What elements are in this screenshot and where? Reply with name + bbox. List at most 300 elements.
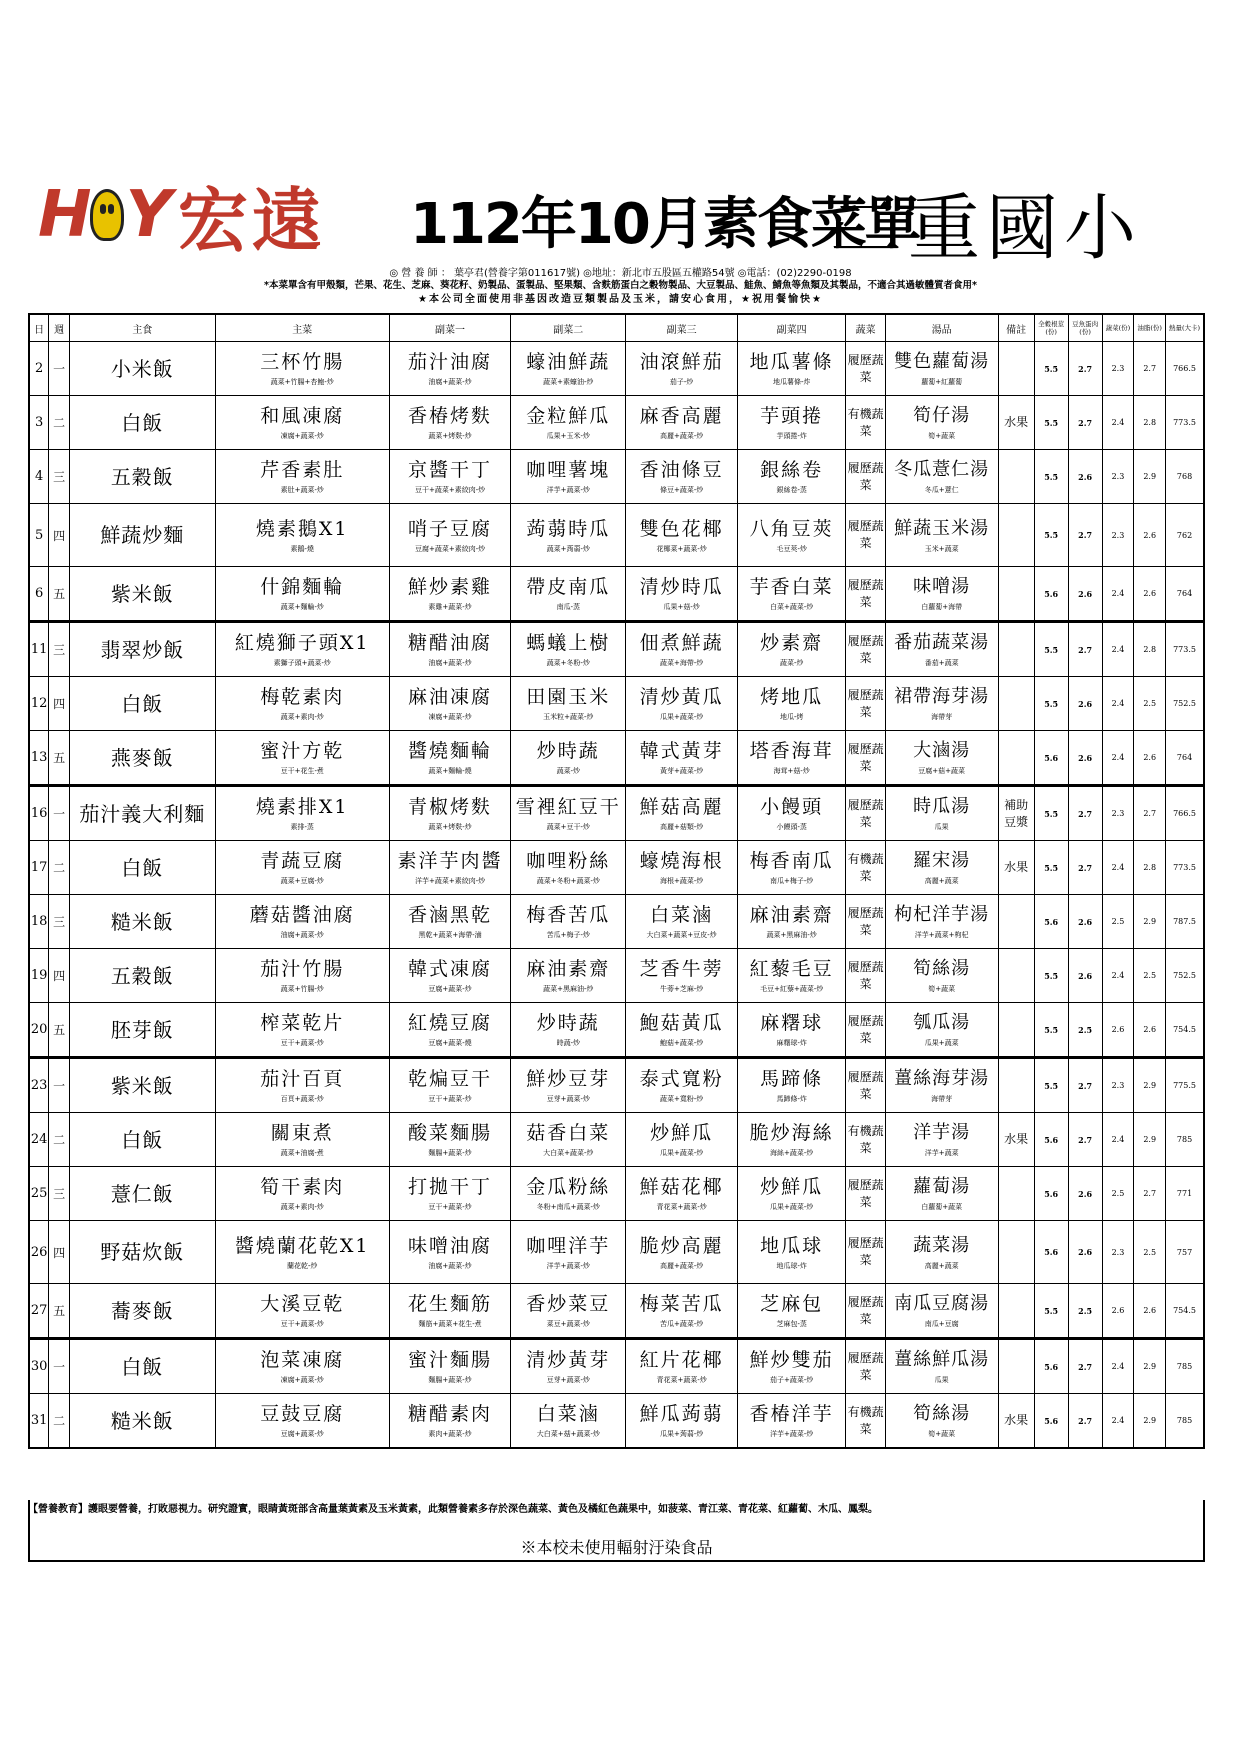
- oil-cell: [1134, 731, 1166, 786]
- vegetable-serving-cell: [1102, 731, 1134, 786]
- s1-dish-name: 鮮炒素雞: [408, 576, 493, 598]
- s2-dish-name: 咖哩薯塊: [526, 459, 611, 481]
- protein-cell: [1068, 841, 1102, 895]
- vegetable-serving-value: 2.4: [1111, 589, 1125, 598]
- s3-ingredients: 瓜果+蒟蒻-炒: [659, 1430, 704, 1438]
- weekday-cell: [49, 1167, 70, 1221]
- table-row: [29, 1003, 1204, 1058]
- s2-ingredients: 苦瓜+梅子-炒: [546, 931, 590, 939]
- logo-letter-h: H: [38, 178, 88, 252]
- vegetable-serving-value: 2.4: [1111, 971, 1125, 980]
- vegetable-type: 履歷蔬菜: [847, 352, 884, 384]
- col-soup: 湯品: [885, 314, 998, 342]
- soup-cell: [885, 342, 998, 396]
- s3-dish-name: 雙色花椰: [639, 517, 724, 540]
- s2-dish-name: 梅香苦瓜: [526, 904, 611, 926]
- calories-cell: [1166, 450, 1204, 504]
- main-cell: [215, 622, 389, 677]
- main-dish-name: 青蔬豆腐: [260, 850, 345, 872]
- weekday-label: 四: [53, 969, 66, 983]
- s2-dish-name: 咖哩洋芋: [526, 1234, 611, 1257]
- soup-cell: [885, 1113, 998, 1167]
- main-ingredients: 豆干+蔬菜-炒: [280, 1320, 324, 1328]
- weekday-label: 二: [53, 416, 66, 430]
- staple-cell: [70, 450, 216, 504]
- grains-value: 5.6: [1044, 1415, 1059, 1426]
- s1-dish-name: 蜜汁麵腸: [408, 1349, 493, 1371]
- calories-value: 766.5: [1173, 364, 1196, 373]
- note-cell: [998, 731, 1034, 786]
- main-ingredients: 豆干+花生-煮: [280, 767, 324, 775]
- s1-dish-name: 韓式凍腐: [408, 958, 493, 980]
- soup-cell: [885, 622, 998, 677]
- day-number: 16: [30, 806, 48, 821]
- soup-ingredients: 海帶芽: [931, 1095, 953, 1103]
- calories-value: 752.5: [1173, 971, 1196, 980]
- s2-dish-name: 鮮炒豆芽: [526, 1068, 611, 1090]
- table-row: [29, 731, 1204, 786]
- main-cell: [215, 895, 389, 949]
- non-gmo-notice: ★本公司全面使用非基因改造豆類製品及玉米，請安心食用，★祝用餐愉快★: [418, 294, 823, 305]
- s4-ingredients: 芝麻包-蒸: [776, 1320, 807, 1328]
- s1-dish-name: 麻油凍腐: [408, 686, 493, 708]
- protein-cell: [1068, 949, 1102, 1003]
- veg-cell: [846, 841, 885, 895]
- vegetable-serving-value: 2.5: [1111, 917, 1125, 926]
- s1-cell: [389, 1284, 511, 1339]
- s3-dish-name: 鮮菇花椰: [639, 1176, 724, 1198]
- grains-value: 5.6: [1044, 1361, 1059, 1372]
- s1-cell: [389, 1003, 511, 1058]
- vegetable-serving-cell: [1102, 949, 1134, 1003]
- main-dish-name: 筍干素肉: [260, 1176, 345, 1198]
- s4-ingredients: 蔬菜-炒: [779, 659, 804, 667]
- veg-cell: [846, 504, 885, 567]
- s4-cell: [737, 731, 845, 786]
- calories-cell: [1166, 1339, 1204, 1394]
- weekday-cell: [49, 731, 70, 786]
- protein-cell: [1068, 622, 1102, 677]
- s1-dish-name: 茄汁油腐: [408, 351, 493, 373]
- grains-cell: [1034, 396, 1068, 450]
- s2-ingredients: 洋芋+蔬菜-炒: [546, 1261, 590, 1270]
- s3-cell: [626, 1284, 738, 1339]
- staple-name: 野菇炊飯: [100, 1240, 185, 1264]
- table-row: [29, 450, 1204, 504]
- main-cell: [215, 786, 389, 841]
- calories-cell: [1166, 841, 1204, 895]
- s3-ingredients: 蔬菜+海帶-炒: [659, 659, 704, 667]
- day-number: 31: [30, 1413, 48, 1428]
- main-ingredients: 百頁+蔬菜-炒: [280, 1095, 324, 1103]
- s3-cell: [626, 450, 738, 504]
- day-number: 18: [30, 914, 48, 929]
- table-row: [29, 1221, 1204, 1284]
- main-ingredients: 素獅子頭+蔬菜-炒: [273, 659, 331, 667]
- oil-value: 2.7: [1143, 1189, 1157, 1198]
- staple-cell: [70, 622, 216, 677]
- s4-cell: [737, 841, 845, 895]
- s1-cell: [389, 895, 511, 949]
- vegetable-type: 履歷蔬菜: [847, 460, 884, 492]
- oil-value: 2.8: [1143, 418, 1157, 427]
- day-cell: [29, 786, 49, 841]
- s1-cell: [389, 1221, 511, 1284]
- veg-cell: [846, 1003, 885, 1058]
- soup-name: 蔬菜湯: [913, 1234, 971, 1256]
- s4-cell: [737, 1284, 845, 1339]
- staple-name: 白飯: [121, 410, 164, 435]
- table-row: [29, 677, 1204, 731]
- col-day: 日: [29, 314, 49, 342]
- protein-value: 2.7: [1078, 862, 1093, 873]
- vegetable-serving-value: 2.3: [1111, 472, 1125, 481]
- day-cell: [29, 567, 49, 622]
- grains-value: 5.5: [1044, 1305, 1059, 1316]
- veg-cell: [846, 342, 885, 396]
- s1-cell: [389, 731, 511, 786]
- s4-dish-name: 麻糬球: [760, 1012, 824, 1034]
- soup-ingredients: 洋芋+蔬菜+枸杞: [914, 931, 969, 939]
- protein-value: 2.7: [1078, 1134, 1093, 1145]
- protein-value: 2.7: [1078, 644, 1093, 655]
- protein-value: 2.6: [1078, 588, 1093, 599]
- vegetable-serving-cell: [1102, 396, 1134, 450]
- staple-cell: [70, 342, 216, 396]
- veg-cell: [846, 622, 885, 677]
- s4-dish-name: 小饅頭: [760, 796, 824, 818]
- soup-ingredients: 白蘿蔔+海帶: [921, 603, 963, 611]
- note-text: 水果: [1004, 1132, 1029, 1146]
- grains-value: 5.6: [1044, 1188, 1059, 1199]
- vegetable-serving-cell: [1102, 677, 1134, 731]
- vegetable-type: 履歷蔬菜: [847, 1013, 884, 1045]
- grains-value: 5.5: [1044, 363, 1059, 374]
- col-side2: 副菜二: [511, 314, 626, 342]
- s4-ingredients: 銀絲卷-蒸: [776, 486, 807, 494]
- calories-cell: [1166, 895, 1204, 949]
- soup-name: 羅宋湯: [913, 850, 971, 871]
- vegetable-type: 履歷蔬菜: [847, 1177, 884, 1209]
- oil-cell: [1134, 1339, 1166, 1394]
- note-text: 水果: [1004, 415, 1029, 429]
- calories-value: 764: [1176, 589, 1193, 598]
- staple-name: 五穀飯: [110, 963, 174, 988]
- day-number: 4: [34, 469, 44, 484]
- main-dish-name: 醬燒蘭花乾X1: [234, 1234, 370, 1257]
- soup-name: 味噌湯: [913, 576, 971, 597]
- veg-cell: [846, 677, 885, 731]
- s1-ingredients: 豆干+蔬菜-炒: [428, 1203, 472, 1211]
- main-ingredients: 蘭花乾-炒: [287, 1261, 318, 1270]
- weekday-cell: [49, 450, 70, 504]
- logo-company-name: 宏遠: [177, 179, 326, 262]
- soup-cell: [885, 1003, 998, 1058]
- note-text: 補助豆漿: [1004, 797, 1029, 829]
- calories-cell: [1166, 1058, 1204, 1113]
- weekday-label: 二: [53, 861, 66, 875]
- day-number: 12: [30, 696, 48, 711]
- note-cell: [998, 1058, 1034, 1113]
- calories-cell: [1166, 731, 1204, 786]
- s1-cell: [389, 1167, 511, 1221]
- vegetable-type: 履歷蔬菜: [847, 1350, 884, 1382]
- main-dish-name: 和風凍腐: [260, 405, 345, 427]
- calories-cell: [1166, 342, 1204, 396]
- soup-name: 筍仔湯: [913, 405, 971, 426]
- s4-dish-name: 梅香南瓜: [749, 850, 834, 872]
- oil-value: 2.9: [1143, 917, 1157, 926]
- s3-cell: [626, 396, 738, 450]
- oil-value: 2.9: [1143, 1362, 1157, 1371]
- day-number: 23: [30, 1078, 48, 1093]
- s1-dish-name: 紅燒豆腐: [408, 1012, 493, 1034]
- vegetable-serving-cell: [1102, 622, 1134, 677]
- grains-value: 5.5: [1044, 1024, 1059, 1035]
- s4-dish-name: 塔香海茸: [749, 740, 834, 762]
- grains-cell: [1034, 895, 1068, 949]
- s3-cell: [626, 1058, 738, 1113]
- s3-cell: [626, 504, 738, 567]
- vegetable-serving-value: 2.4: [1111, 863, 1125, 872]
- soup-name: 筍絲湯: [913, 1403, 971, 1424]
- vegetable-serving-value: 2.3: [1111, 1081, 1125, 1090]
- s3-cell: [626, 677, 738, 731]
- s2-cell: [511, 731, 626, 786]
- col-veg: 蔬菜: [846, 314, 885, 342]
- table-row: [29, 622, 1204, 677]
- table-row: [29, 949, 1204, 1003]
- main-ingredients: 蔬菜+竹腸-炒: [280, 985, 324, 993]
- vegetable-serving-value: 2.4: [1111, 1416, 1125, 1425]
- company-logo: [38, 170, 326, 260]
- s2-dish-name: 香炒菜豆: [526, 1293, 611, 1315]
- oil-value: 2.9: [1143, 1081, 1157, 1090]
- s4-cell: [737, 1113, 845, 1167]
- s4-cell: [737, 396, 845, 450]
- s4-dish-name: 地瓜薯條: [749, 351, 834, 373]
- vegetable-serving-cell: [1102, 342, 1134, 396]
- main-cell: [215, 1284, 389, 1339]
- staple-name: 白飯: [121, 1127, 164, 1152]
- calories-cell: [1166, 396, 1204, 450]
- s3-dish-name: 泰式寬粉: [639, 1068, 724, 1090]
- main-cell: [215, 1339, 389, 1394]
- weekday-label: 一: [53, 1079, 66, 1093]
- s2-cell: [511, 786, 626, 841]
- oil-value: 2.7: [1143, 809, 1157, 818]
- soup-cell: [885, 1339, 998, 1394]
- vegetable-serving-cell: [1102, 450, 1134, 504]
- calories-cell: [1166, 1284, 1204, 1339]
- note-cell: [998, 622, 1034, 677]
- main-cell: [215, 1058, 389, 1113]
- weekday-label: 一: [53, 807, 66, 821]
- day-number: 26: [30, 1244, 48, 1260]
- s1-ingredients: 素雞+蔬菜-炒: [428, 603, 472, 611]
- main-cell: [215, 450, 389, 504]
- calories-value: 785: [1176, 1362, 1193, 1371]
- s3-ingredients: 青花菜+蔬菜-炒: [656, 1376, 707, 1384]
- oil-value: 2.6: [1143, 589, 1157, 598]
- protein-value: 2.6: [1078, 970, 1093, 981]
- main-dish-name: 茄汁百頁: [260, 1068, 345, 1090]
- s3-ingredients: 瓜果+菇-炒: [663, 603, 700, 611]
- main-cell: [215, 1394, 389, 1449]
- grains-cell: [1034, 1394, 1068, 1449]
- soup-ingredients: 蘿蔔+紅蘿蔔: [921, 378, 963, 386]
- grains-value: 5.6: [1044, 588, 1059, 599]
- s4-dish-name: 烤地瓜: [760, 686, 824, 708]
- s4-dish-name: 麻油素齋: [749, 904, 834, 926]
- day-number: 11: [30, 642, 48, 657]
- oil-value: 2.5: [1143, 971, 1157, 980]
- weekday-cell: [49, 396, 70, 450]
- s4-dish-name: 芝麻包: [760, 1293, 824, 1315]
- s1-dish-name: 醬燒麵輪: [408, 740, 493, 762]
- s4-cell: [737, 567, 845, 622]
- weekday-cell: [49, 1003, 70, 1058]
- soup-cell: [885, 504, 998, 567]
- veg-cell: [846, 786, 885, 841]
- staple-cell: [70, 841, 216, 895]
- vegetable-serving-value: 2.4: [1111, 753, 1125, 762]
- s1-ingredients: 豆腐+蔬菜+素絞肉-炒: [414, 544, 486, 553]
- s2-dish-name: 雪裡紅豆干: [515, 796, 621, 818]
- day-cell: [29, 1394, 49, 1449]
- table-row: [29, 786, 1204, 841]
- main-dish-name: 蘑菇醬油腐: [249, 904, 355, 926]
- s4-ingredients: 瓜果+蔬菜-炒: [770, 1203, 814, 1211]
- main-cell: [215, 1003, 389, 1058]
- soup-cell: [885, 949, 998, 1003]
- calories-value: 785: [1176, 1135, 1193, 1144]
- calories-value: 787.5: [1173, 917, 1196, 926]
- staple-cell: [70, 504, 216, 567]
- weekday-cell: [49, 677, 70, 731]
- s1-ingredients: 麵腸+蔬菜-炒: [428, 1376, 472, 1384]
- s3-dish-name: 白菜滷: [650, 904, 714, 926]
- s4-ingredients: 海茸+菇-炒: [773, 767, 810, 775]
- vegetable-type: 有機蔬菜: [847, 406, 884, 438]
- day-cell: [29, 1058, 49, 1113]
- weekday-cell: [49, 504, 70, 567]
- main-dish-name: 榨菜乾片: [260, 1012, 345, 1034]
- calories-cell: [1166, 1394, 1204, 1449]
- day-cell: [29, 504, 49, 567]
- soup-ingredients: 白蘿蔔+蔬菜: [921, 1203, 963, 1211]
- main-dish-name: 蜜汁方乾: [260, 740, 345, 762]
- vegetable-type: 履歷蔬菜: [847, 519, 884, 550]
- s2-dish-name: 螞蟻上樹: [526, 632, 611, 654]
- calories-cell: [1166, 1221, 1204, 1284]
- calories-value: 752.5: [1173, 699, 1196, 708]
- note-text: 水果: [1004, 860, 1029, 874]
- s3-dish-name: 鮮菇高麗: [639, 796, 724, 818]
- soup-ingredients: 豆腐+菇+蔬菜: [918, 767, 966, 775]
- s1-ingredients: 豆腐+蔬菜-燒: [428, 1039, 472, 1047]
- s2-cell: [511, 1058, 626, 1113]
- s1-dish-name: 味噌油腐: [408, 1234, 493, 1257]
- s3-ingredients: 青花菜+蔬菜-炒: [656, 1203, 707, 1211]
- oil-cell: [1134, 1167, 1166, 1221]
- oil-cell: [1134, 342, 1166, 396]
- main-ingredients: 素鵝-燒: [290, 544, 314, 553]
- oil-cell: [1134, 895, 1166, 949]
- s4-ingredients: 白菜+蔬菜-炒: [770, 603, 814, 611]
- day-cell: [29, 677, 49, 731]
- main-cell: [215, 1221, 389, 1284]
- staple-cell: [70, 731, 216, 786]
- table-row: [29, 396, 1204, 450]
- s2-ingredients: 蔬菜+黑麻油-炒: [543, 985, 594, 993]
- menu-table: [28, 313, 1205, 1449]
- s4-cell: [737, 677, 845, 731]
- vegetable-serving-value: 2.3: [1111, 1247, 1125, 1257]
- main-ingredients: 蔬菜+素肉-炒: [280, 1203, 324, 1211]
- s4-cell: [737, 1058, 845, 1113]
- grains-cell: [1034, 677, 1068, 731]
- weekday-label: 五: [53, 751, 66, 765]
- oil-value: 2.6: [1143, 530, 1157, 540]
- soup-cell: [885, 1221, 998, 1284]
- s3-ingredients: 海根+蔬菜-炒: [659, 877, 704, 885]
- s4-cell: [737, 450, 845, 504]
- table-row: [29, 1113, 1204, 1167]
- weekday-cell: [49, 567, 70, 622]
- staple-cell: [70, 949, 216, 1003]
- protein-value: 2.7: [1078, 417, 1093, 428]
- weekday-cell: [49, 1394, 70, 1449]
- oil-cell: [1134, 1394, 1166, 1449]
- soup-ingredients: 瓜果: [934, 1376, 949, 1384]
- soup-cell: [885, 396, 998, 450]
- weekday-cell: [49, 1339, 70, 1394]
- s2-dish-name: 田園玉米: [526, 686, 611, 708]
- main-ingredients: 凍腐+蔬菜-炒: [280, 432, 324, 440]
- day-number: 17: [30, 860, 48, 875]
- vegetable-serving-value: 2.4: [1111, 645, 1125, 654]
- soup-cell: [885, 450, 998, 504]
- soup-cell: [885, 1284, 998, 1339]
- staple-name: 糙米飯: [110, 909, 174, 934]
- s1-cell: [389, 567, 511, 622]
- veg-cell: [846, 895, 885, 949]
- s4-dish-name: 紅藜毛豆: [749, 958, 834, 980]
- vegetable-serving-cell: [1102, 1003, 1134, 1058]
- weekday-label: 四: [53, 528, 66, 543]
- s3-dish-name: 麻香高麗: [639, 405, 724, 427]
- s3-cell: [626, 841, 738, 895]
- s1-dish-name: 糖醋油腐: [408, 632, 493, 654]
- weekday-label: 三: [53, 470, 66, 484]
- staple-name: 紫米飯: [110, 581, 174, 606]
- protein-cell: [1068, 1003, 1102, 1058]
- s2-cell: [511, 450, 626, 504]
- vegetable-serving-value: 2.4: [1111, 1362, 1125, 1371]
- s1-ingredients: 蔬菜+麵輪-燒: [428, 767, 472, 775]
- s1-dish-name: 香滷黑乾: [408, 904, 493, 926]
- s2-ingredients: 洋芋+蔬菜-炒: [546, 486, 590, 494]
- s3-cell: [626, 731, 738, 786]
- s1-cell: [389, 450, 511, 504]
- s1-cell: [389, 786, 511, 841]
- s3-dish-name: 蠔燒海根: [639, 850, 724, 872]
- vegetable-serving-value: 2.3: [1111, 809, 1125, 818]
- main-dish-name: 大溪豆乾: [260, 1293, 345, 1315]
- soup-name: 鮮蔬玉米湯: [894, 517, 990, 539]
- calories-cell: [1166, 949, 1204, 1003]
